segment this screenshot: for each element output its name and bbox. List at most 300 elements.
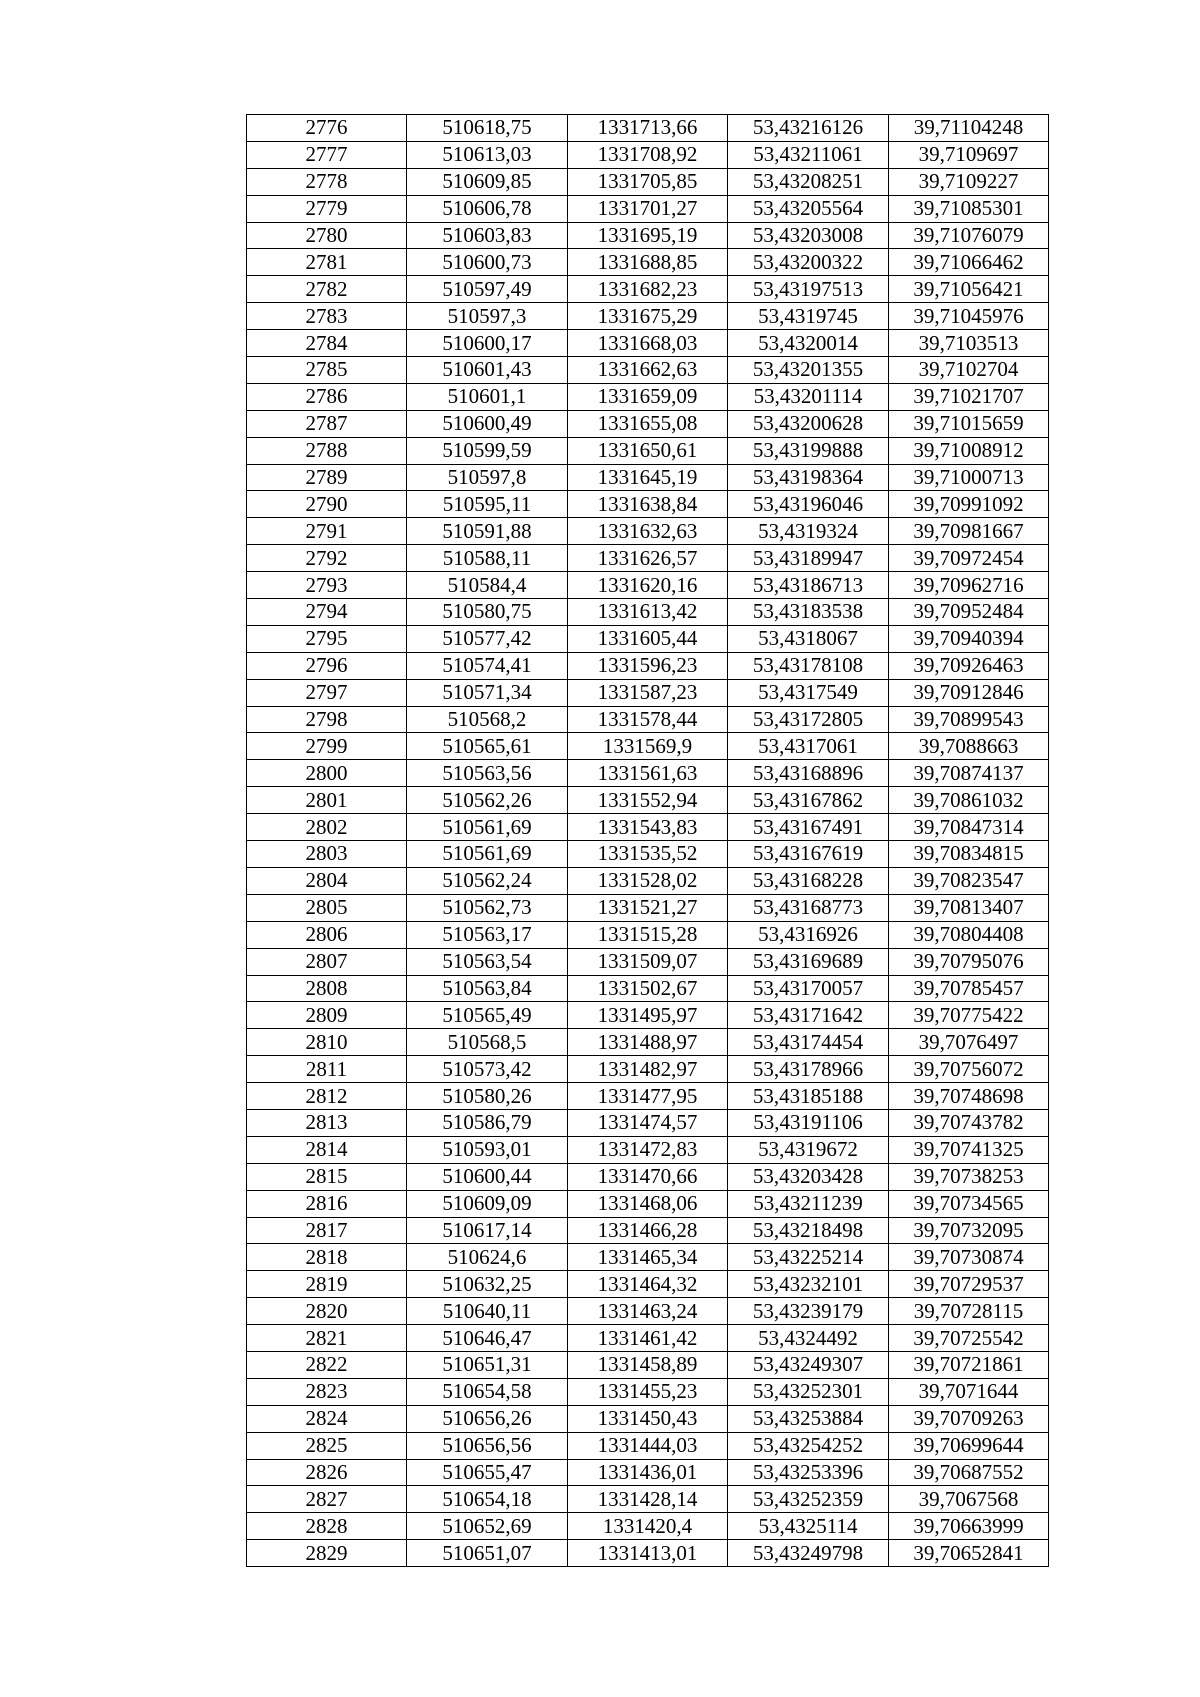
table-row [247,1378,1049,1405]
x-coordinate-cell: 510597,3 [407,303,568,330]
latitude-cell: 53,43168773 [728,894,889,921]
longitude-cell: 39,70663999 [889,1513,1049,1540]
x-coordinate-cell: 510568,2 [407,706,568,733]
table-row [247,1083,1049,1110]
y-coordinate-cell: 1331713,66 [568,115,728,142]
table-row [247,464,1049,491]
x-coordinate-cell: 510606,78 [407,195,568,222]
table-row [247,894,1049,921]
longitude-cell: 39,70874137 [889,760,1049,787]
point-number-cell: 2777 [247,141,407,168]
latitude-cell: 53,4319324 [728,518,889,545]
point-number-cell: 2808 [247,975,407,1002]
y-coordinate-cell: 1331587,23 [568,679,728,706]
latitude-cell: 53,43200628 [728,410,889,437]
x-coordinate-cell: 510593,01 [407,1136,568,1163]
table-row [247,115,1049,142]
x-coordinate-cell: 510597,49 [407,276,568,303]
latitude-cell: 53,43216126 [728,115,889,142]
table-row [247,249,1049,276]
point-number-cell: 2826 [247,1459,407,1486]
y-coordinate-cell: 1331455,23 [568,1378,728,1405]
latitude-cell: 53,4317061 [728,733,889,760]
table-row [247,1405,1049,1432]
longitude-cell: 39,71045976 [889,303,1049,330]
point-number-cell: 2788 [247,437,407,464]
y-coordinate-cell: 1331502,67 [568,975,728,1002]
table-row [247,1298,1049,1325]
point-number-cell: 2794 [247,599,407,626]
y-coordinate-cell: 1331626,57 [568,545,728,572]
y-coordinate-cell: 1331495,97 [568,1002,728,1029]
latitude-cell: 53,43253884 [728,1405,889,1432]
point-number-cell: 2824 [247,1405,407,1432]
x-coordinate-cell: 510654,58 [407,1378,568,1405]
latitude-cell: 53,43170057 [728,975,889,1002]
longitude-cell: 39,70861032 [889,787,1049,814]
latitude-cell: 53,43201114 [728,383,889,410]
longitude-cell: 39,71015659 [889,410,1049,437]
point-number-cell: 2825 [247,1432,407,1459]
longitude-cell: 39,70732095 [889,1217,1049,1244]
longitude-cell: 39,7109227 [889,168,1049,195]
x-coordinate-cell: 510646,47 [407,1325,568,1352]
point-number-cell: 2823 [247,1378,407,1405]
table-row [247,625,1049,652]
point-number-cell: 2786 [247,383,407,410]
point-number-cell: 2789 [247,464,407,491]
longitude-cell: 39,70775422 [889,1002,1049,1029]
point-number-cell: 2782 [247,276,407,303]
point-number-cell: 2829 [247,1540,407,1567]
latitude-cell: 53,43232101 [728,1271,889,1298]
x-coordinate-cell: 510571,34 [407,679,568,706]
x-coordinate-cell: 510656,26 [407,1405,568,1432]
latitude-cell: 53,43174454 [728,1029,889,1056]
longitude-cell: 39,71000713 [889,464,1049,491]
y-coordinate-cell: 1331482,97 [568,1056,728,1083]
point-number-cell: 2784 [247,330,407,357]
latitude-cell: 53,4324492 [728,1325,889,1352]
point-number-cell: 2813 [247,1109,407,1136]
latitude-cell: 53,4319745 [728,303,889,330]
point-number-cell: 2816 [247,1190,407,1217]
table-row [247,572,1049,599]
x-coordinate-cell: 510654,18 [407,1486,568,1513]
table-row [247,760,1049,787]
latitude-cell: 53,4320014 [728,330,889,357]
latitude-cell: 53,43201355 [728,357,889,384]
latitude-cell: 53,43211239 [728,1190,889,1217]
longitude-cell: 39,71021707 [889,383,1049,410]
latitude-cell: 53,43178966 [728,1056,889,1083]
y-coordinate-cell: 1331695,19 [568,222,728,249]
longitude-cell: 39,70940394 [889,625,1049,652]
longitude-cell: 39,71076079 [889,222,1049,249]
y-coordinate-cell: 1331613,42 [568,599,728,626]
point-number-cell: 2781 [247,249,407,276]
point-number-cell: 2779 [247,195,407,222]
x-coordinate-cell: 510561,69 [407,841,568,868]
latitude-cell: 53,43196046 [728,491,889,518]
latitude-cell: 53,43167619 [728,841,889,868]
latitude-cell: 53,43225214 [728,1244,889,1271]
table-row [247,545,1049,572]
latitude-cell: 53,43254252 [728,1432,889,1459]
x-coordinate-cell: 510613,03 [407,141,568,168]
longitude-cell: 39,70652841 [889,1540,1049,1567]
y-coordinate-cell: 1331705,85 [568,168,728,195]
table-row [247,1029,1049,1056]
longitude-cell: 39,70699644 [889,1432,1049,1459]
y-coordinate-cell: 1331472,83 [568,1136,728,1163]
table-row [247,1217,1049,1244]
x-coordinate-cell: 510600,44 [407,1163,568,1190]
y-coordinate-cell: 1331436,01 [568,1459,728,1486]
y-coordinate-cell: 1331708,92 [568,141,728,168]
y-coordinate-cell: 1331464,32 [568,1271,728,1298]
table-row [247,814,1049,841]
y-coordinate-cell: 1331461,42 [568,1325,728,1352]
x-coordinate-cell: 510586,79 [407,1109,568,1136]
x-coordinate-cell: 510565,61 [407,733,568,760]
point-number-cell: 2828 [247,1513,407,1540]
table-row [247,1325,1049,1352]
point-number-cell: 2814 [247,1136,407,1163]
table-row [247,1002,1049,1029]
x-coordinate-cell: 510562,26 [407,787,568,814]
table-row [247,948,1049,975]
latitude-cell: 53,4319672 [728,1136,889,1163]
longitude-cell: 39,70834815 [889,841,1049,868]
table-row [247,1056,1049,1083]
y-coordinate-cell: 1331488,97 [568,1029,728,1056]
latitude-cell: 53,43253396 [728,1459,889,1486]
longitude-cell: 39,70756072 [889,1056,1049,1083]
latitude-cell: 53,43239179 [728,1298,889,1325]
x-coordinate-cell: 510561,69 [407,814,568,841]
table-row [247,195,1049,222]
table-row [247,1163,1049,1190]
point-number-cell: 2783 [247,303,407,330]
x-coordinate-cell: 510562,24 [407,867,568,894]
table-row [247,679,1049,706]
longitude-cell: 39,7067568 [889,1486,1049,1513]
x-coordinate-cell: 510624,6 [407,1244,568,1271]
latitude-cell: 53,4316926 [728,921,889,948]
y-coordinate-cell: 1331521,27 [568,894,728,921]
latitude-cell: 53,43183538 [728,599,889,626]
longitude-cell: 39,70728115 [889,1298,1049,1325]
point-number-cell: 2817 [247,1217,407,1244]
longitude-cell: 39,7076497 [889,1029,1049,1056]
longitude-cell: 39,7103513 [889,330,1049,357]
x-coordinate-cell: 510603,83 [407,222,568,249]
x-coordinate-cell: 510565,49 [407,1002,568,1029]
latitude-cell: 53,43168228 [728,867,889,894]
longitude-cell: 39,70709263 [889,1405,1049,1432]
point-number-cell: 2815 [247,1163,407,1190]
table-row [247,867,1049,894]
point-number-cell: 2821 [247,1325,407,1352]
longitude-cell: 39,7109697 [889,141,1049,168]
y-coordinate-cell: 1331444,03 [568,1432,728,1459]
point-number-cell: 2787 [247,410,407,437]
point-number-cell: 2818 [247,1244,407,1271]
table-row [247,733,1049,760]
latitude-cell: 53,43249307 [728,1351,889,1378]
longitude-cell: 39,70748698 [889,1083,1049,1110]
latitude-cell: 53,43200322 [728,249,889,276]
table-row [247,168,1049,195]
table-row [247,1540,1049,1567]
point-number-cell: 2792 [247,545,407,572]
table-row [247,787,1049,814]
longitude-cell: 39,70962716 [889,572,1049,599]
longitude-cell: 39,71104248 [889,115,1049,142]
longitude-cell: 39,70912846 [889,679,1049,706]
x-coordinate-cell: 510563,56 [407,760,568,787]
point-number-cell: 2785 [247,357,407,384]
point-number-cell: 2820 [247,1298,407,1325]
point-number-cell: 2797 [247,679,407,706]
point-number-cell: 2793 [247,572,407,599]
x-coordinate-cell: 510580,75 [407,599,568,626]
latitude-cell: 53,43252301 [728,1378,889,1405]
longitude-cell: 39,70899543 [889,706,1049,733]
x-coordinate-cell: 510584,4 [407,572,568,599]
table-row [247,599,1049,626]
point-number-cell: 2804 [247,867,407,894]
x-coordinate-cell: 510617,14 [407,1217,568,1244]
latitude-cell: 53,43197513 [728,276,889,303]
x-coordinate-cell: 510600,17 [407,330,568,357]
x-coordinate-cell: 510656,56 [407,1432,568,1459]
coordinates-table [246,114,1049,1567]
point-number-cell: 2776 [247,115,407,142]
point-number-cell: 2800 [247,760,407,787]
y-coordinate-cell: 1331596,23 [568,652,728,679]
x-coordinate-cell: 510563,17 [407,921,568,948]
x-coordinate-cell: 510655,47 [407,1459,568,1486]
x-coordinate-cell: 510600,49 [407,410,568,437]
point-number-cell: 2791 [247,518,407,545]
y-coordinate-cell: 1331465,34 [568,1244,728,1271]
x-coordinate-cell: 510577,42 [407,625,568,652]
longitude-cell: 39,70730874 [889,1244,1049,1271]
x-coordinate-cell: 510600,73 [407,249,568,276]
y-coordinate-cell: 1331535,52 [568,841,728,868]
y-coordinate-cell: 1331552,94 [568,787,728,814]
table-row [247,652,1049,679]
latitude-cell: 53,43169689 [728,948,889,975]
x-coordinate-cell: 510574,41 [407,652,568,679]
latitude-cell: 53,4317549 [728,679,889,706]
table-row [247,1271,1049,1298]
point-number-cell: 2790 [247,491,407,518]
y-coordinate-cell: 1331458,89 [568,1351,728,1378]
longitude-cell: 39,70734565 [889,1190,1049,1217]
table-row [247,1351,1049,1378]
table-row [247,1513,1049,1540]
y-coordinate-cell: 1331477,95 [568,1083,728,1110]
point-number-cell: 2827 [247,1486,407,1513]
table-row [247,975,1049,1002]
x-coordinate-cell: 510580,26 [407,1083,568,1110]
latitude-cell: 53,43167862 [728,787,889,814]
point-number-cell: 2778 [247,168,407,195]
y-coordinate-cell: 1331578,44 [568,706,728,733]
x-coordinate-cell: 510652,69 [407,1513,568,1540]
y-coordinate-cell: 1331688,85 [568,249,728,276]
longitude-cell: 39,70785457 [889,975,1049,1002]
table-row [247,410,1049,437]
x-coordinate-cell: 510573,42 [407,1056,568,1083]
point-number-cell: 2801 [247,787,407,814]
x-coordinate-cell: 510601,43 [407,357,568,384]
longitude-cell: 39,70795076 [889,948,1049,975]
table-row [247,222,1049,249]
longitude-cell: 39,70813407 [889,894,1049,921]
y-coordinate-cell: 1331420,4 [568,1513,728,1540]
longitude-cell: 39,70743782 [889,1109,1049,1136]
point-number-cell: 2822 [247,1351,407,1378]
latitude-cell: 53,43208251 [728,168,889,195]
x-coordinate-cell: 510597,8 [407,464,568,491]
latitude-cell: 53,43172805 [728,706,889,733]
longitude-cell: 39,71056421 [889,276,1049,303]
x-coordinate-cell: 510640,11 [407,1298,568,1325]
latitude-cell: 53,43191106 [728,1109,889,1136]
latitude-cell: 53,43249798 [728,1540,889,1567]
point-number-cell: 2809 [247,1002,407,1029]
longitude-cell: 39,70952484 [889,599,1049,626]
longitude-cell: 39,70729537 [889,1271,1049,1298]
x-coordinate-cell: 510595,11 [407,491,568,518]
table-row [247,383,1049,410]
latitude-cell: 53,4318067 [728,625,889,652]
latitude-cell: 53,43185188 [728,1083,889,1110]
latitude-cell: 53,43218498 [728,1217,889,1244]
latitude-cell: 53,43168896 [728,760,889,787]
latitude-cell: 53,43186713 [728,572,889,599]
x-coordinate-cell: 510563,54 [407,948,568,975]
y-coordinate-cell: 1331620,16 [568,572,728,599]
latitude-cell: 53,43198364 [728,464,889,491]
longitude-cell: 39,70741325 [889,1136,1049,1163]
longitude-cell: 39,70926463 [889,652,1049,679]
y-coordinate-cell: 1331655,08 [568,410,728,437]
table-row [247,303,1049,330]
y-coordinate-cell: 1331466,28 [568,1217,728,1244]
latitude-cell: 53,43205564 [728,195,889,222]
y-coordinate-cell: 1331645,19 [568,464,728,491]
coordinates-table-body [247,115,1049,1567]
y-coordinate-cell: 1331650,61 [568,437,728,464]
y-coordinate-cell: 1331474,57 [568,1109,728,1136]
y-coordinate-cell: 1331701,27 [568,195,728,222]
point-number-cell: 2819 [247,1271,407,1298]
y-coordinate-cell: 1331528,02 [568,867,728,894]
y-coordinate-cell: 1331675,29 [568,303,728,330]
x-coordinate-cell: 510599,59 [407,437,568,464]
table-row [247,141,1049,168]
longitude-cell: 39,71066462 [889,249,1049,276]
y-coordinate-cell: 1331413,01 [568,1540,728,1567]
x-coordinate-cell: 510568,5 [407,1029,568,1056]
x-coordinate-cell: 510591,88 [407,518,568,545]
longitude-cell: 39,70738253 [889,1163,1049,1190]
point-number-cell: 2799 [247,733,407,760]
y-coordinate-cell: 1331668,03 [568,330,728,357]
point-number-cell: 2805 [247,894,407,921]
y-coordinate-cell: 1331515,28 [568,921,728,948]
table-row [247,1459,1049,1486]
x-coordinate-cell: 510618,75 [407,115,568,142]
latitude-cell: 53,43199888 [728,437,889,464]
latitude-cell: 53,43203428 [728,1163,889,1190]
y-coordinate-cell: 1331605,44 [568,625,728,652]
latitude-cell: 53,43178108 [728,652,889,679]
point-number-cell: 2796 [247,652,407,679]
y-coordinate-cell: 1331659,09 [568,383,728,410]
longitude-cell: 39,7102704 [889,357,1049,384]
x-coordinate-cell: 510632,25 [407,1271,568,1298]
point-number-cell: 2810 [247,1029,407,1056]
y-coordinate-cell: 1331509,07 [568,948,728,975]
y-coordinate-cell: 1331569,9 [568,733,728,760]
point-number-cell: 2798 [247,706,407,733]
longitude-cell: 39,71085301 [889,195,1049,222]
point-number-cell: 2780 [247,222,407,249]
longitude-cell: 39,70804408 [889,921,1049,948]
table-row [247,706,1049,733]
y-coordinate-cell: 1331632,63 [568,518,728,545]
table-row [247,437,1049,464]
y-coordinate-cell: 1331470,66 [568,1163,728,1190]
x-coordinate-cell: 510651,31 [407,1351,568,1378]
y-coordinate-cell: 1331450,43 [568,1405,728,1432]
latitude-cell: 53,4325114 [728,1513,889,1540]
latitude-cell: 53,43211061 [728,141,889,168]
table-row [247,841,1049,868]
y-coordinate-cell: 1331638,84 [568,491,728,518]
table-row [247,518,1049,545]
latitude-cell: 53,43189947 [728,545,889,572]
latitude-cell: 53,43167491 [728,814,889,841]
longitude-cell: 39,7088663 [889,733,1049,760]
x-coordinate-cell: 510588,11 [407,545,568,572]
x-coordinate-cell: 510563,84 [407,975,568,1002]
point-number-cell: 2812 [247,1083,407,1110]
longitude-cell: 39,70823547 [889,867,1049,894]
x-coordinate-cell: 510609,85 [407,168,568,195]
longitude-cell: 39,70847314 [889,814,1049,841]
longitude-cell: 39,70721861 [889,1351,1049,1378]
table-row [247,1432,1049,1459]
longitude-cell: 39,70687552 [889,1459,1049,1486]
point-number-cell: 2811 [247,1056,407,1083]
point-number-cell: 2803 [247,841,407,868]
table-row [247,491,1049,518]
table-row [247,1190,1049,1217]
table-row [247,330,1049,357]
latitude-cell: 53,43252359 [728,1486,889,1513]
x-coordinate-cell: 510609,09 [407,1190,568,1217]
y-coordinate-cell: 1331468,06 [568,1190,728,1217]
point-number-cell: 2806 [247,921,407,948]
point-number-cell: 2807 [247,948,407,975]
